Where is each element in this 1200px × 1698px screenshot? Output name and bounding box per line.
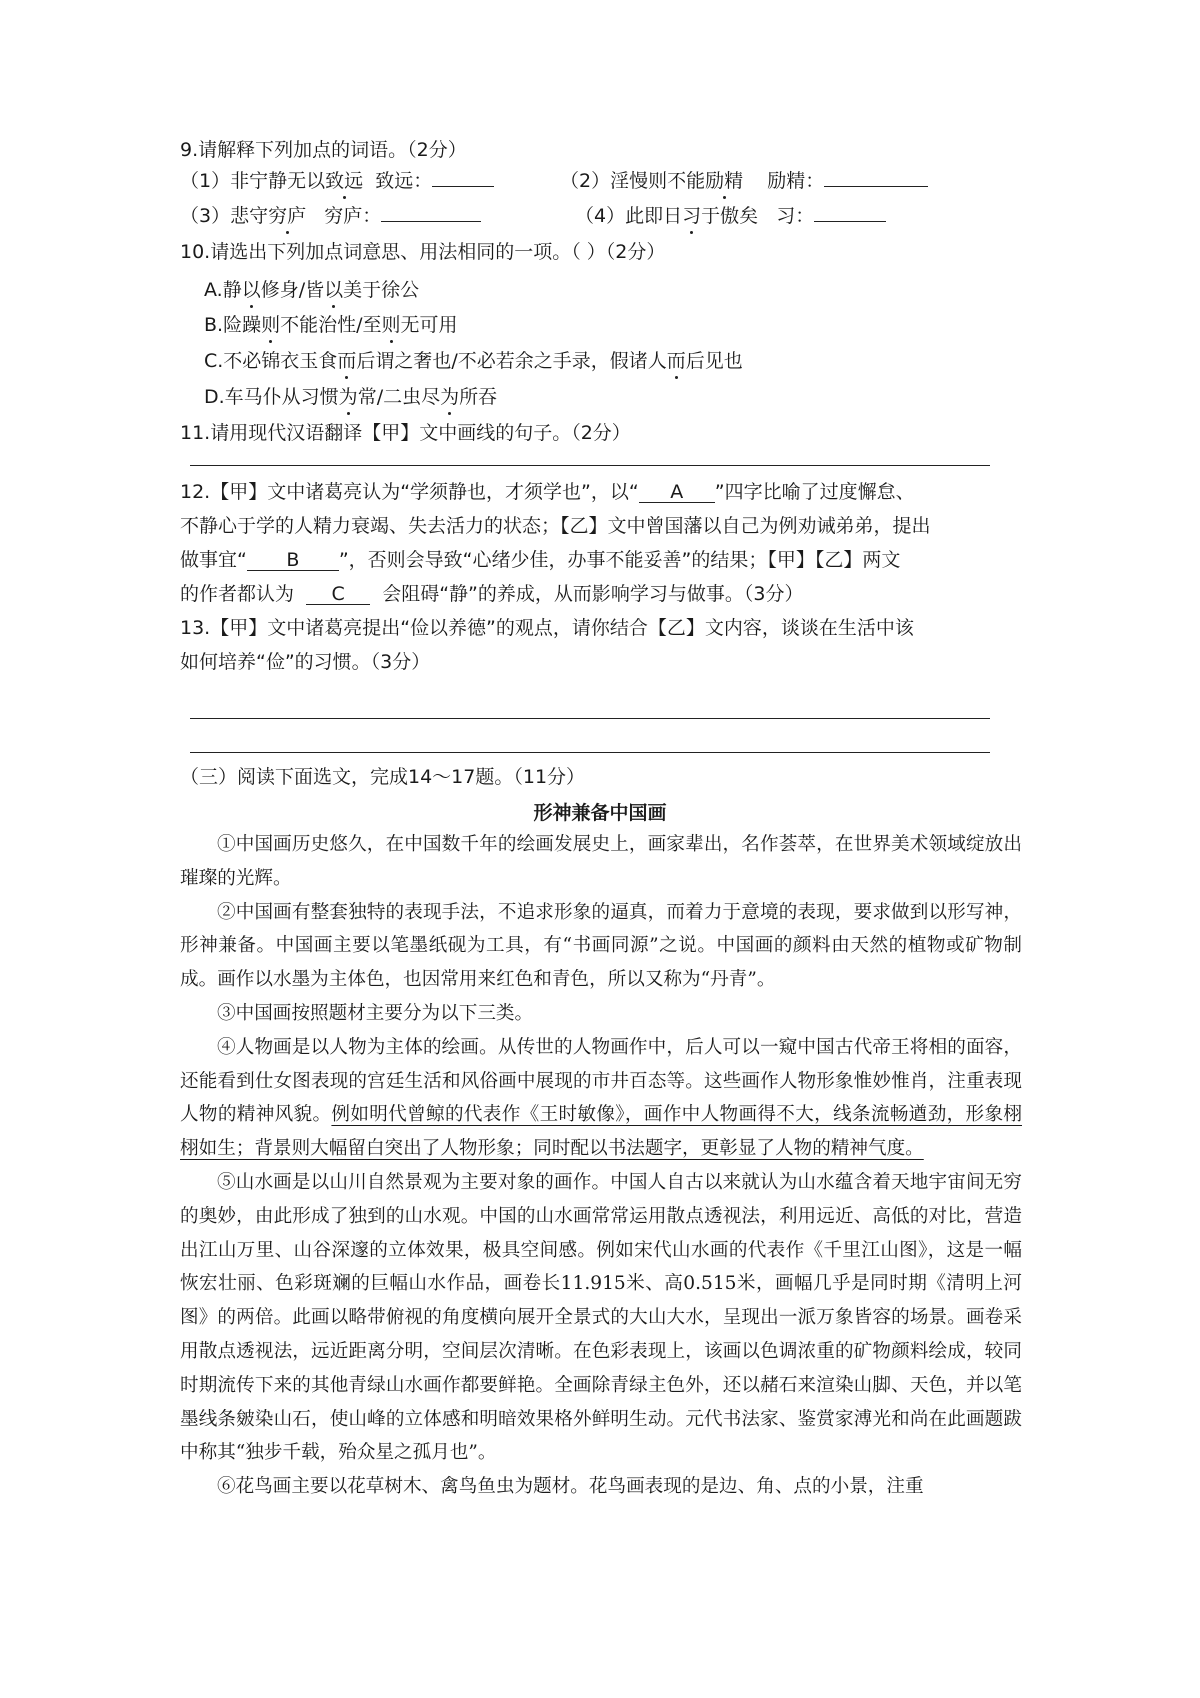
q10-option-a[interactable]: A.静以修身/皆以美于徐公 [204,279,420,301]
q9-item-1: （1）非宁静无以致远 致远： [180,168,494,193]
q12-line-2: 不静心于学的人精力衰竭、失去活力的状态；【乙】文中曾国藩以自己为例劝诫弟弟，提出 [180,515,931,537]
q9-stem: 9.请解释下列加点的词语。（2分） [180,139,467,161]
paragraph-5: ⑤山水画是以山川自然景观为主要对象的画作。中国人自古以来就认为山水蕴含着天地宇宙间无穷的奥妙，由此形成了独到的山水观。中国的山水画常常运用散点透视法，利用远近、高低的对比，营造出江山万里、山谷深邃的立体效果，极具空间感。例如宋代山水画的代表作《千里江山图》，这是一幅恢宏壮丽、色彩斑斓的巨幅山水作品，画卷长11.915米、高0.515米，画幅几乎是同时期《清明上河图》的两倍。此画以略带俯视的角度横向展开全景式的大山大水，呈现出一派万象皆容的场景。画卷采用散点透视法，远近距离分明，空间层次清晰。在色彩表现上，该画以色调浓重的矿物颜料绘成，较同时期流传下来的其他青绿山水画作都要鲜艳。全画除青绿主色外，还以赭石来渲染山脚、天色，并以笔墨线条皴染山石，使山峰的立体感和明暗效果格外鲜明生动。元代书法家、鉴赏家溥光和尚在此画题跋中称其“独步千载，殆众星之孤月也”。 [180,1171,1022,1464]
dotted-word: 穷庐 [268,205,307,227]
paragraph-6: ⑥花鸟画主要以花草树木、禽鸟鱼虫为题材。花鸟画表现的是边、角、点的小景，注重 [217,1476,924,1498]
q10-stem: 10.请选出下列加点词意思、用法相同的一项。（ ）（2分） [180,241,666,263]
dotted-word: 习 [682,205,702,227]
q9-item-2: （2）淫慢则不能励精 励精： [560,168,928,193]
underlined-sentence: 例如明代曾鲸的代表作《王时敏像》，画作中人物画得不大，线条流畅遒劲，形象栩栩如生；背景则大幅留白突出了人物形象；同时配以书法题字，更彰显了人物的精神气度。 [180,1104,1022,1160]
article-body [180,828,1022,1504]
q10-option-d[interactable]: D.车马仆从习惯为常/二虫尽为所吞 [204,386,498,408]
section-heading: （三）阅读下面选文，完成14～17题。（11分） [180,766,586,788]
dotted-word: 励精 [705,170,744,192]
q11-stem: 11.请用现代汉语翻译【甲】文中画线的句子。（2分） [180,422,631,444]
fill-blank-b[interactable]: B [247,550,339,571]
paragraph-4: ④人物画是以人物为主体的绘画。从传世的人物画作中，后人可以一窥中国古代帝王将相的面容，还能看到仕女图表现的宫廷生活和风俗画中展现的市井百态等。这些画作人物形象惟妙惟肖，注重表现人物的精神风貌。例如明代曾鲸的代表作《王时敏像》，画作中人物画得不大，线条流畅遒劲，形象栩栩如生；背景则大幅留白突出了人物形象；同时配以书法题字，更彰显了人物的精神气度。 [180,1036,1022,1160]
answer-blank-4[interactable] [814,203,886,222]
q12-line-3: 做事宜“ B ”，否则会导致“心绪少佳，办事不能妥善”的结果；【甲】【乙】两文 [180,549,901,571]
article-title: 形神兼备中国画 [533,802,667,824]
answer-line[interactable] [190,465,990,466]
paragraph-3: ③中国画按照题材主要分为以下三类。 [217,1002,534,1024]
answer-blank-2[interactable] [824,168,928,187]
answer-blank-1[interactable] [432,168,494,187]
q9-item-3: （3）悲守穷庐 穷庐： [180,203,481,228]
q13-line-2: 如何培养“俭”的习惯。（3分） [180,651,431,673]
answer-line[interactable] [190,752,990,753]
q12-line-4: 的作者都认为 C 会阻碍“静”的养成，从而影响学习与做事。（3分） [180,583,804,605]
fill-blank-a[interactable]: A [639,482,715,503]
q10-option-c[interactable]: C.不必锦衣玉食而后谓之奢也/不必若余之手录，假诸人而后见也 [204,350,743,372]
paragraph-1: ①中国画历史悠久，在中国数千年的绘画发展史上，画家辈出，名作荟萃，在世界美术领域绽放出璀璨的光辉。 [180,834,1022,889]
paragraph-2: ②中国画有整套独特的表现手法，不追求形象的逼真，而着力于意境的表现，要求做到以形写神，形神兼备。中国画主要以笔墨纸砚为工具，有“书画同源”之说。中国画的颜料由天然的植物或矿物制成。画作以水墨为主体色，也因常用来红色和青色，所以又称为“丹青”。 [180,901,1022,991]
q9-item-4: （4）此即日习于傲矣 习： [575,203,886,228]
q10-option-b[interactable]: B.险躁则不能治性/至则无可用 [204,314,458,336]
fill-blank-c[interactable]: C [306,584,370,605]
dotted-word: 致远 [325,170,364,192]
q13-line-1: 13.【甲】文中诸葛亮提出“俭以养德”的观点，请你结合【乙】文内容，谈谈在生活中该 [180,617,914,639]
answer-line[interactable] [190,718,990,719]
q12-line-1: 12.【甲】文中诸葛亮认为“学须静也，才须学也”，以“ A ”四字比喻了过度懈怠、 [180,481,915,503]
answer-blank-3[interactable] [381,203,481,222]
